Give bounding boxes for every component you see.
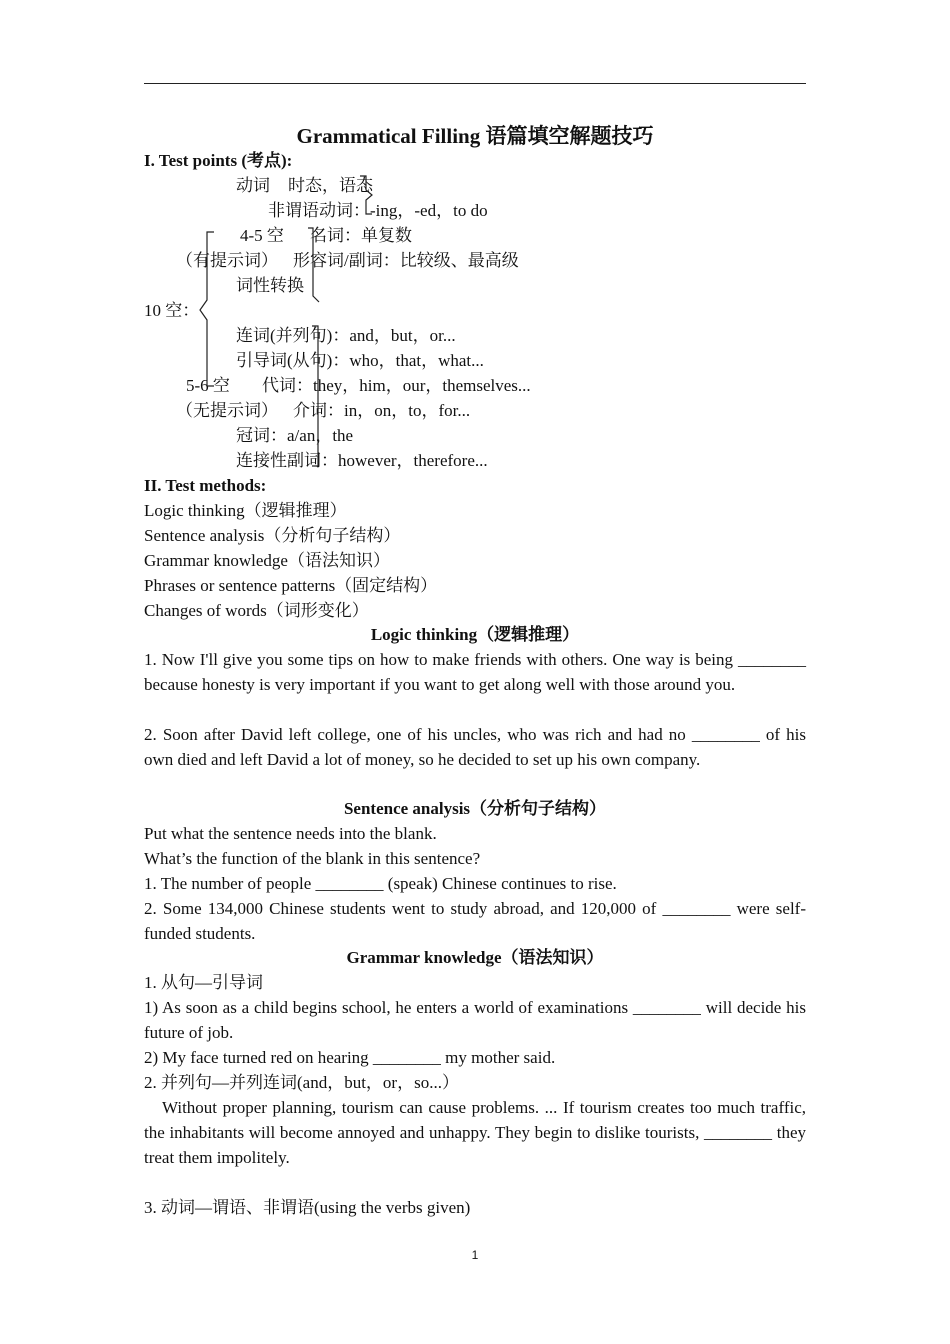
analysis-question-1: 1. The number of people ________ (speak) Chinese continues to rise. [144, 874, 617, 893]
logic-heading: Logic thinking（逻辑推理） [370, 625, 580, 644]
grammar-point-2: 2. 并列句—并列连词(and，but，or，so...） [144, 1073, 459, 1092]
group1-count: 4-5 空 [240, 226, 284, 245]
grammar-point-3: 3. 动词—谓语、非谓语(using the verbs given) [144, 1198, 471, 1217]
grammar-question-3: Without proper planning, tourism can cause problems. ... If tourism creates too much traffic, the inhabitants will become annoyed and unhappy. They begin to dislike tourists, ________ they treat them impolitely. [144, 1098, 806, 1167]
analysis-question-2: 2. Some 134,000 Chinese students went to study abroad, and 120,000 of ________ were self-funded students. [144, 899, 806, 943]
analysis-line-1: Put what the sentence needs into the blank. [144, 824, 437, 843]
item-conj: 连词(并列句)：and，but，or... [236, 326, 456, 345]
grammar-point-1: 1. 从句—引导词 [144, 973, 263, 992]
item-article: 冠词：a/an，the [236, 426, 354, 445]
method-item: Sentence analysis（分析句子结构） [144, 526, 401, 545]
verb-brace [360, 176, 372, 214]
item-adj: 形容词/副词：比较级、最高级 [293, 251, 519, 270]
item-adverb: 连接性副词：however，therefore... [236, 451, 488, 470]
section1-heading: I. Test points (考点): [144, 151, 293, 170]
analysis-heading: Sentence analysis（分析句子结构） [343, 799, 607, 818]
section2-heading: II. Test methods: [144, 476, 267, 495]
group1-brace [308, 228, 319, 302]
big-brace [200, 232, 214, 386]
method-item: Changes of words（词形变化） [144, 601, 369, 620]
item-prep: 介词：in，on，to，for... [293, 401, 471, 420]
outline-brackets [0, 0, 950, 500]
logic-question-1: 1. Now I'll give you some tips on how to make friends with others. One way is being ________ because honesty is very important if you want to get along well with those around you. [144, 650, 806, 694]
analysis-line-2: What’s the function of the blank in this sentence? [144, 849, 481, 868]
item-noun: 名词：单复数 [310, 226, 412, 245]
group2-hint: （无提示词） [176, 401, 278, 420]
item-conversion: 词性转换 [236, 276, 304, 295]
item-relative: 引导词(从句)：who，that，what... [236, 351, 484, 370]
item-tense: 时态，语态 [288, 176, 373, 195]
grammar-heading: Grammar knowledge（语法知识） [346, 948, 604, 967]
item-verb: 动词 [236, 176, 270, 195]
grammar-question-2: 2) My face turned red on hearing ________ my mother said. [144, 1048, 556, 1067]
page-title: Grammatical Filling 语篇填空解题技巧 [296, 124, 654, 148]
group2-count: 5-6 空 [186, 376, 230, 395]
method-item: Grammar knowledge（语法知识） [144, 551, 390, 570]
group1-hint: （有提示词） [176, 251, 278, 270]
grammar-question-1: 1) As soon as a child begins school, he enters a world of examinations ________ will decide his future of job. [144, 998, 806, 1042]
total-blanks: 10 空： [144, 301, 200, 320]
logic-question-2: 2. Soon after David left college, one of his uncles, who was rich and had no ________ of his own died and left David a lot of money, so he decided to set up his own company. [144, 725, 806, 769]
page-number: 1 [471, 1248, 479, 1262]
group2-brace [312, 326, 318, 466]
method-item: Phrases or sentence patterns（固定结构） [144, 576, 438, 595]
method-item: Logic thinking（逻辑推理） [144, 501, 347, 520]
item-nonfinite: 非谓语动词：-ing，-ed，to do [268, 201, 488, 220]
item-pronoun: 代词：they，him，our，themselves... [262, 376, 531, 395]
